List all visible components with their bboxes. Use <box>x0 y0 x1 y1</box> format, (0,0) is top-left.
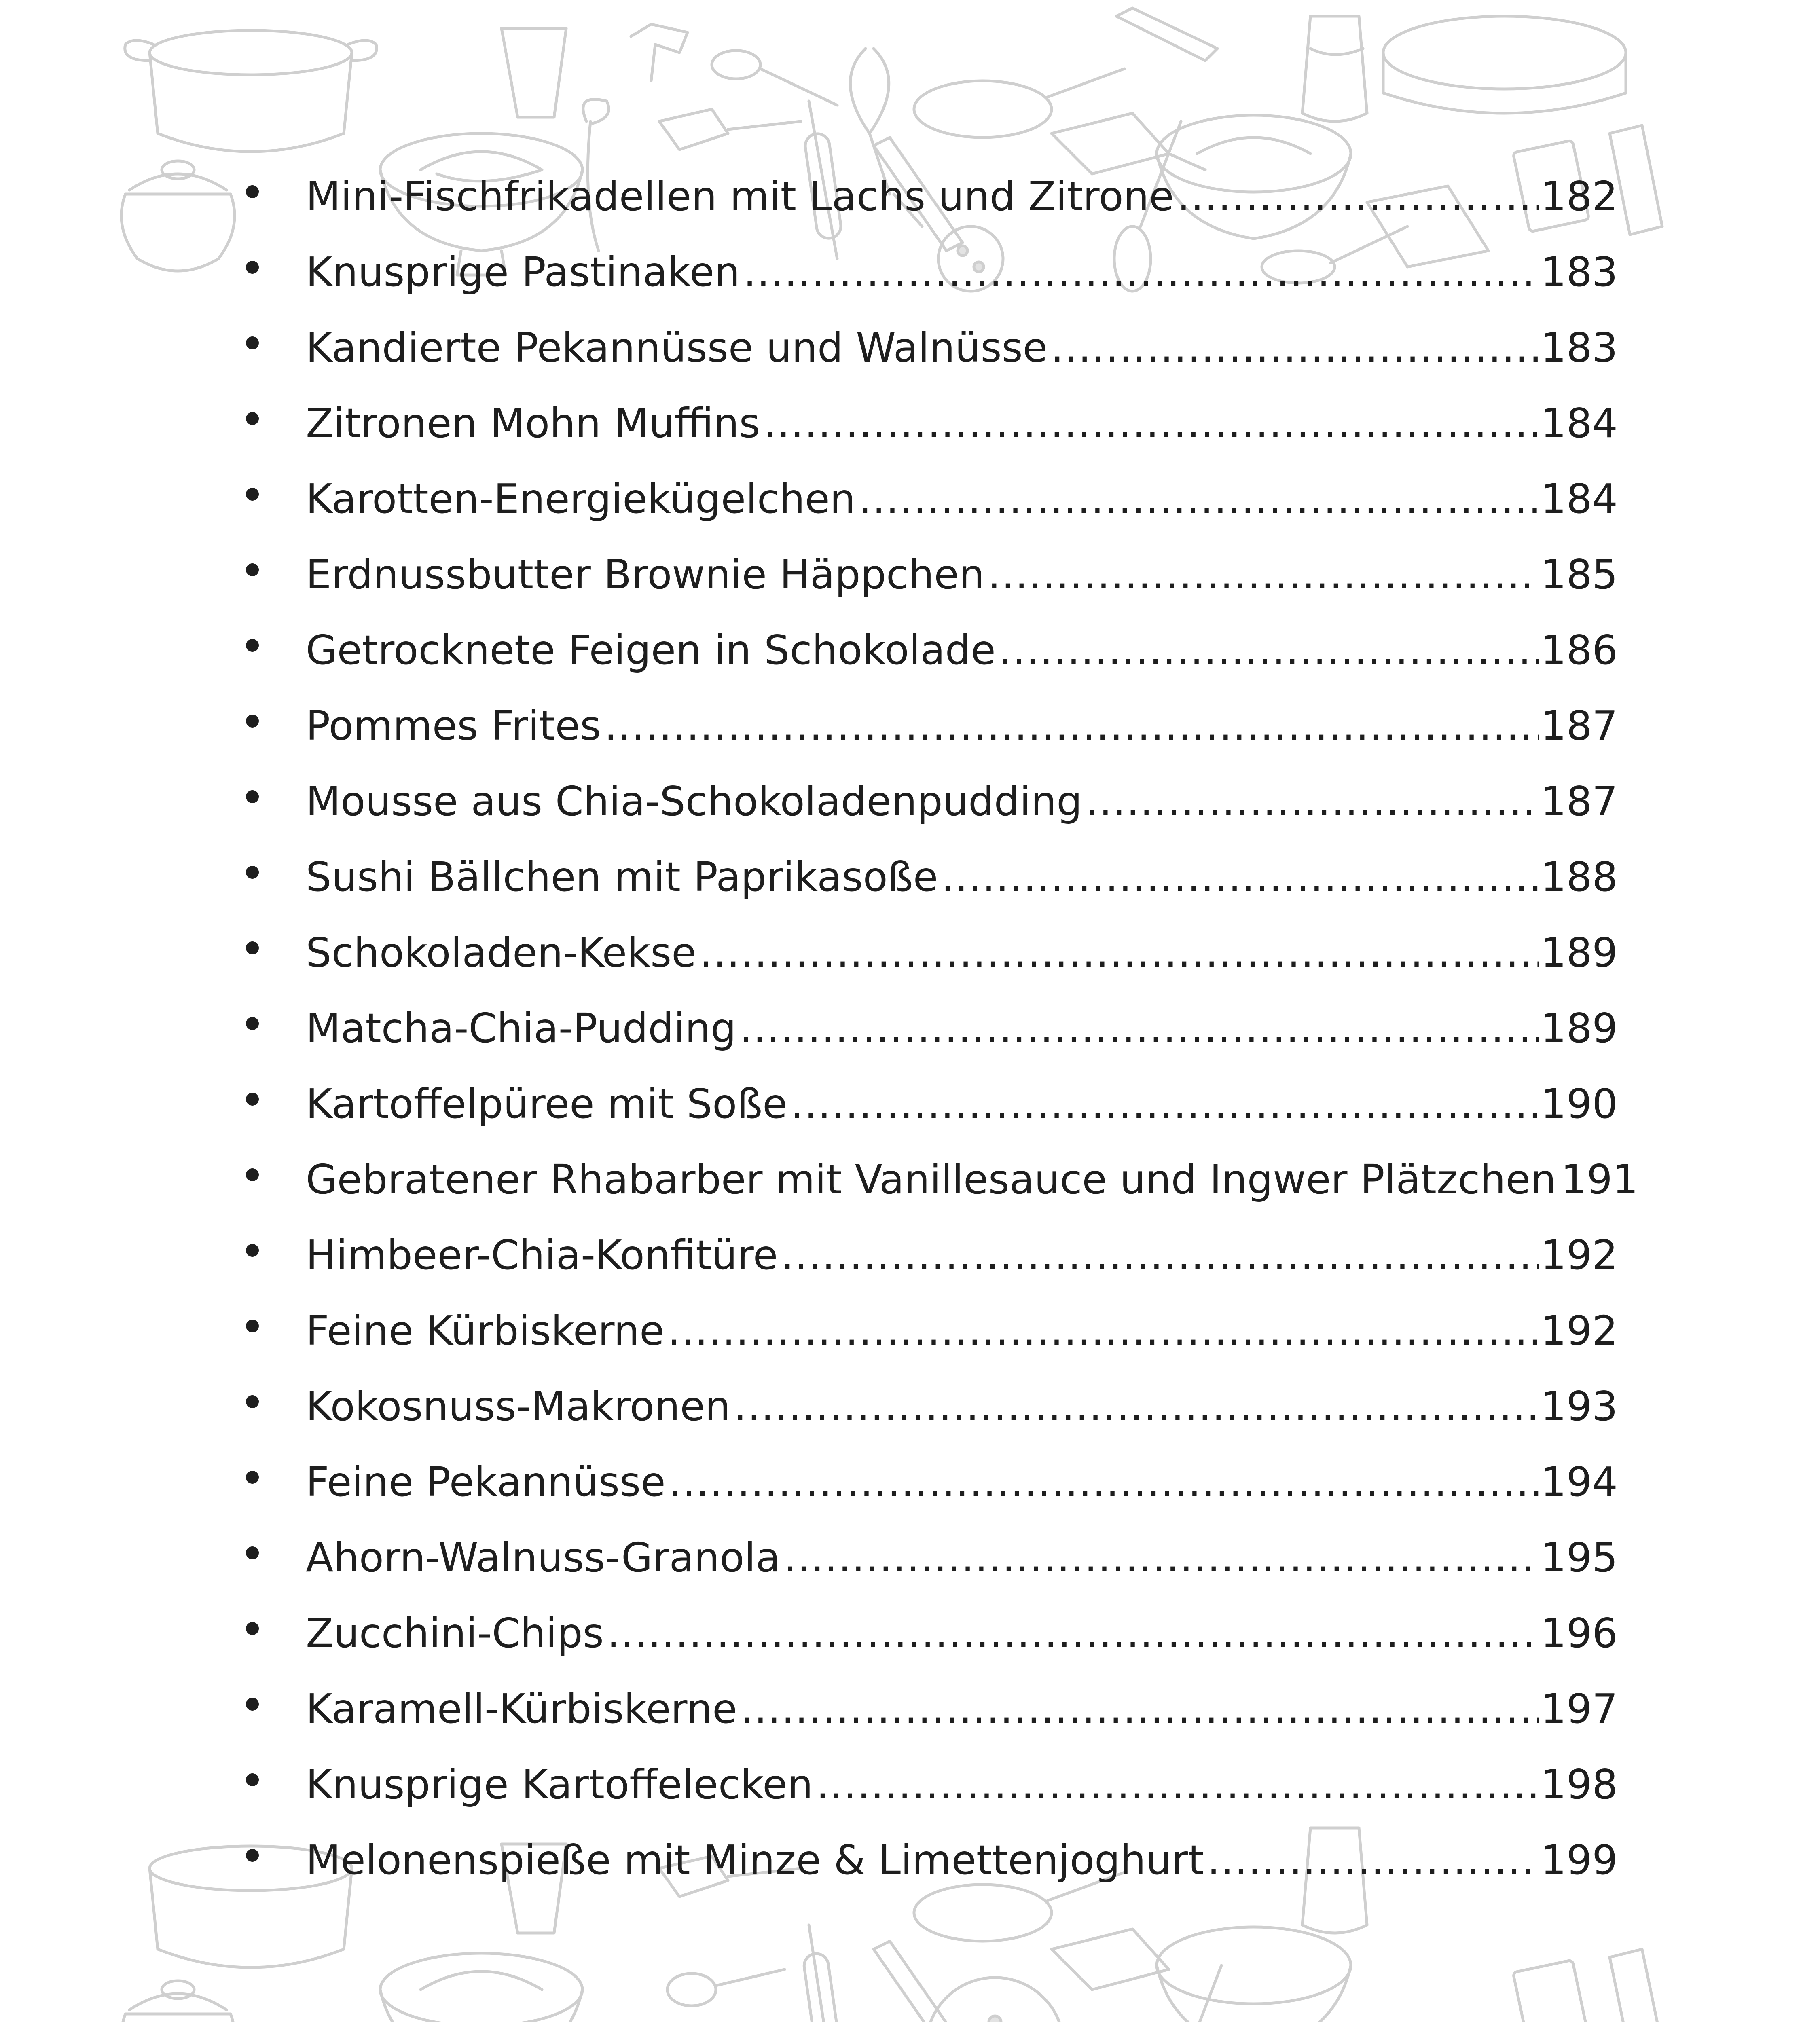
toc-entry-title: Feine Kürbiskerne <box>306 1307 665 1354</box>
toc-entry <box>235 1229 1618 1304</box>
bullet-icon <box>235 472 306 513</box>
toc-entry-title: Kokosnuss-Makronen <box>306 1383 731 1430</box>
bullet-icon <box>235 1758 306 1798</box>
toc-entry-title: Mousse aus Chia-Schokoladenpudding <box>306 778 1082 825</box>
dot-leader <box>1177 176 1539 217</box>
toc-entry-page-number: 184 <box>1541 400 1618 447</box>
toc-entry-title: Knusprige Pastinaken <box>306 248 740 296</box>
toc-entry-title: Karamell-Kürbiskerne <box>306 1685 737 1732</box>
bullet-icon <box>235 170 306 210</box>
dot-leader <box>604 706 1539 746</box>
toc-entry-page-number: 187 <box>1541 778 1618 825</box>
toc-entry-title: Zucchini-Chips <box>306 1610 604 1657</box>
toc-entry-title: Pommes Frites <box>306 702 601 749</box>
toc-entry-page-number: 182 <box>1541 173 1618 220</box>
dot-leader <box>791 1084 1539 1124</box>
dot-leader <box>941 857 1539 897</box>
toc-entry <box>235 1077 1618 1153</box>
toc-entry-title: Karotten-Energiekügelchen <box>306 475 856 522</box>
toc-entry-title: Kartoffelpüree mit Soße <box>306 1080 787 1127</box>
toc-entry <box>235 170 1618 245</box>
bullet-icon <box>235 245 306 286</box>
toc-entry-title: Feine Pekannüsse <box>306 1458 666 1506</box>
dot-leader <box>739 1008 1539 1049</box>
dot-leader <box>859 479 1539 519</box>
bullet-icon <box>235 1682 306 1723</box>
lidded-pot-icon <box>121 161 235 271</box>
toc-entry-title: Zitronen Mohn Muffins <box>306 400 760 447</box>
table-of-contents <box>235 170 1638 1909</box>
toc-entry <box>235 1758 1618 1834</box>
bullet-icon <box>235 397 306 437</box>
toc-entry <box>235 850 1618 926</box>
dot-leader <box>743 252 1539 292</box>
dot-leader <box>1207 1840 1539 1880</box>
toc-entry <box>235 926 1618 1002</box>
toc-entry <box>235 624 1618 699</box>
toc-entry-title: Mini-Fischfrikadellen mit Lachs und Zitrone <box>306 173 1174 220</box>
bullet-icon <box>235 1304 306 1345</box>
toc-entry <box>235 472 1618 548</box>
toc-entry-title: Erdnussbutter Brownie Häppchen <box>306 551 985 598</box>
toc-entry <box>235 1682 1618 1758</box>
bullet-icon <box>235 1077 306 1118</box>
bullet-icon <box>235 1153 306 1193</box>
toc-entry-page-number: 185 <box>1541 551 1618 598</box>
bullet-icon <box>235 1229 306 1269</box>
toc-entry-page-number: 190 <box>1541 1080 1618 1127</box>
dot-leader <box>668 1311 1539 1351</box>
toc-entry-title: Matcha-Chia-Pudding <box>306 1005 736 1052</box>
toc-entry-page-number: 192 <box>1541 1231 1618 1279</box>
toc-entry <box>235 1531 1618 1607</box>
toc-entry-page-number: 195 <box>1541 1534 1618 1581</box>
toc-entry-page-number: 189 <box>1541 1005 1618 1052</box>
bullet-icon <box>235 1531 306 1571</box>
toc-entry-page-number: 186 <box>1541 626 1618 674</box>
bullet-icon <box>235 548 306 588</box>
dot-leader <box>669 1462 1539 1502</box>
toc-entry-page-number: 187 <box>1541 702 1618 749</box>
bullet-icon <box>235 1834 306 1874</box>
toc-entry-page-number: 197 <box>1541 1685 1618 1732</box>
toc-entry-page-number: 188 <box>1541 853 1618 901</box>
dot-leader <box>988 554 1539 595</box>
toc-entry-title: Kandierte Pekannüsse und Walnüsse <box>306 324 1048 371</box>
bullet-icon <box>235 850 306 891</box>
toc-entry <box>235 397 1618 472</box>
toc-entry-title: Ahorn-Walnuss-Granola <box>306 1534 781 1581</box>
toc-entry-page-number: 183 <box>1541 324 1618 371</box>
toc-entry-page-number: 199 <box>1541 1836 1618 1884</box>
toc-entry-title: Melonenspieße mit Minze & Limettenjoghurt <box>306 1836 1204 1884</box>
dot-leader <box>741 1689 1539 1729</box>
toc-entry <box>235 699 1618 775</box>
toc-entry-page-number: 194 <box>1541 1458 1618 1506</box>
dot-leader <box>734 1386 1539 1427</box>
toc-entry-title: Himbeer-Chia-Konfitüre <box>306 1231 778 1279</box>
toc-entry-page-number: 192 <box>1541 1307 1618 1354</box>
toc-entry <box>235 1455 1618 1531</box>
toc-entry-page-number: 191 <box>1561 1156 1638 1203</box>
lidded-pot-icon <box>121 1981 235 2022</box>
bullet-icon <box>235 926 306 967</box>
bowl-icon <box>380 1953 582 2022</box>
pot-icon <box>125 30 377 152</box>
toc-entry-page-number: 183 <box>1541 248 1618 296</box>
toc-entry <box>235 1304 1618 1380</box>
dot-leader <box>1051 328 1539 368</box>
toc-entry <box>235 775 1618 850</box>
dot-leader <box>700 933 1539 973</box>
dot-leader <box>816 1764 1539 1805</box>
bullet-icon <box>235 321 306 362</box>
toc-entry-title: Gebratener Rhabarber mit Vanillesauce und Ingwer Plätzchen <box>306 1156 1556 1203</box>
toc-entry-page-number: 196 <box>1541 1610 1618 1657</box>
dot-leader <box>999 630 1539 670</box>
toc-entry-title: Schokoladen-Kekse <box>306 929 696 976</box>
toc-entry <box>235 1380 1618 1455</box>
toc-entry-page-number: 189 <box>1541 929 1618 976</box>
toc-entry-page-number: 198 <box>1541 1761 1618 1808</box>
dot-leader <box>764 403 1539 444</box>
dot-leader <box>607 1613 1539 1654</box>
toc-entry <box>235 1834 1618 1909</box>
toc-entry <box>235 1607 1618 1682</box>
toc-entry-page-number: 184 <box>1541 475 1618 522</box>
toc-entry <box>235 548 1618 624</box>
bullet-icon <box>235 699 306 740</box>
bullet-icon <box>235 1607 306 1647</box>
bullet-icon <box>235 1002 306 1042</box>
bullet-icon <box>235 775 306 815</box>
dot-leader <box>1086 781 1539 822</box>
dot-leader <box>781 1235 1539 1275</box>
dot-leader <box>784 1538 1539 1578</box>
toc-entry-page-number: 193 <box>1541 1383 1618 1430</box>
bullet-icon <box>235 1380 306 1420</box>
toc-entry-title: Knusprige Kartoffelecken <box>306 1761 813 1808</box>
toc-entry-title: Sushi Bällchen mit Paprikasoße <box>306 853 938 901</box>
toc-entry-title: Getrocknete Feigen in Schokolade <box>306 626 996 674</box>
toc-entry <box>235 245 1618 321</box>
toc-entry <box>235 1002 1618 1077</box>
bullet-icon <box>235 624 306 664</box>
toc-entry <box>235 321 1618 397</box>
bullet-icon <box>235 1455 306 1496</box>
toc-entry <box>235 1153 1638 1229</box>
